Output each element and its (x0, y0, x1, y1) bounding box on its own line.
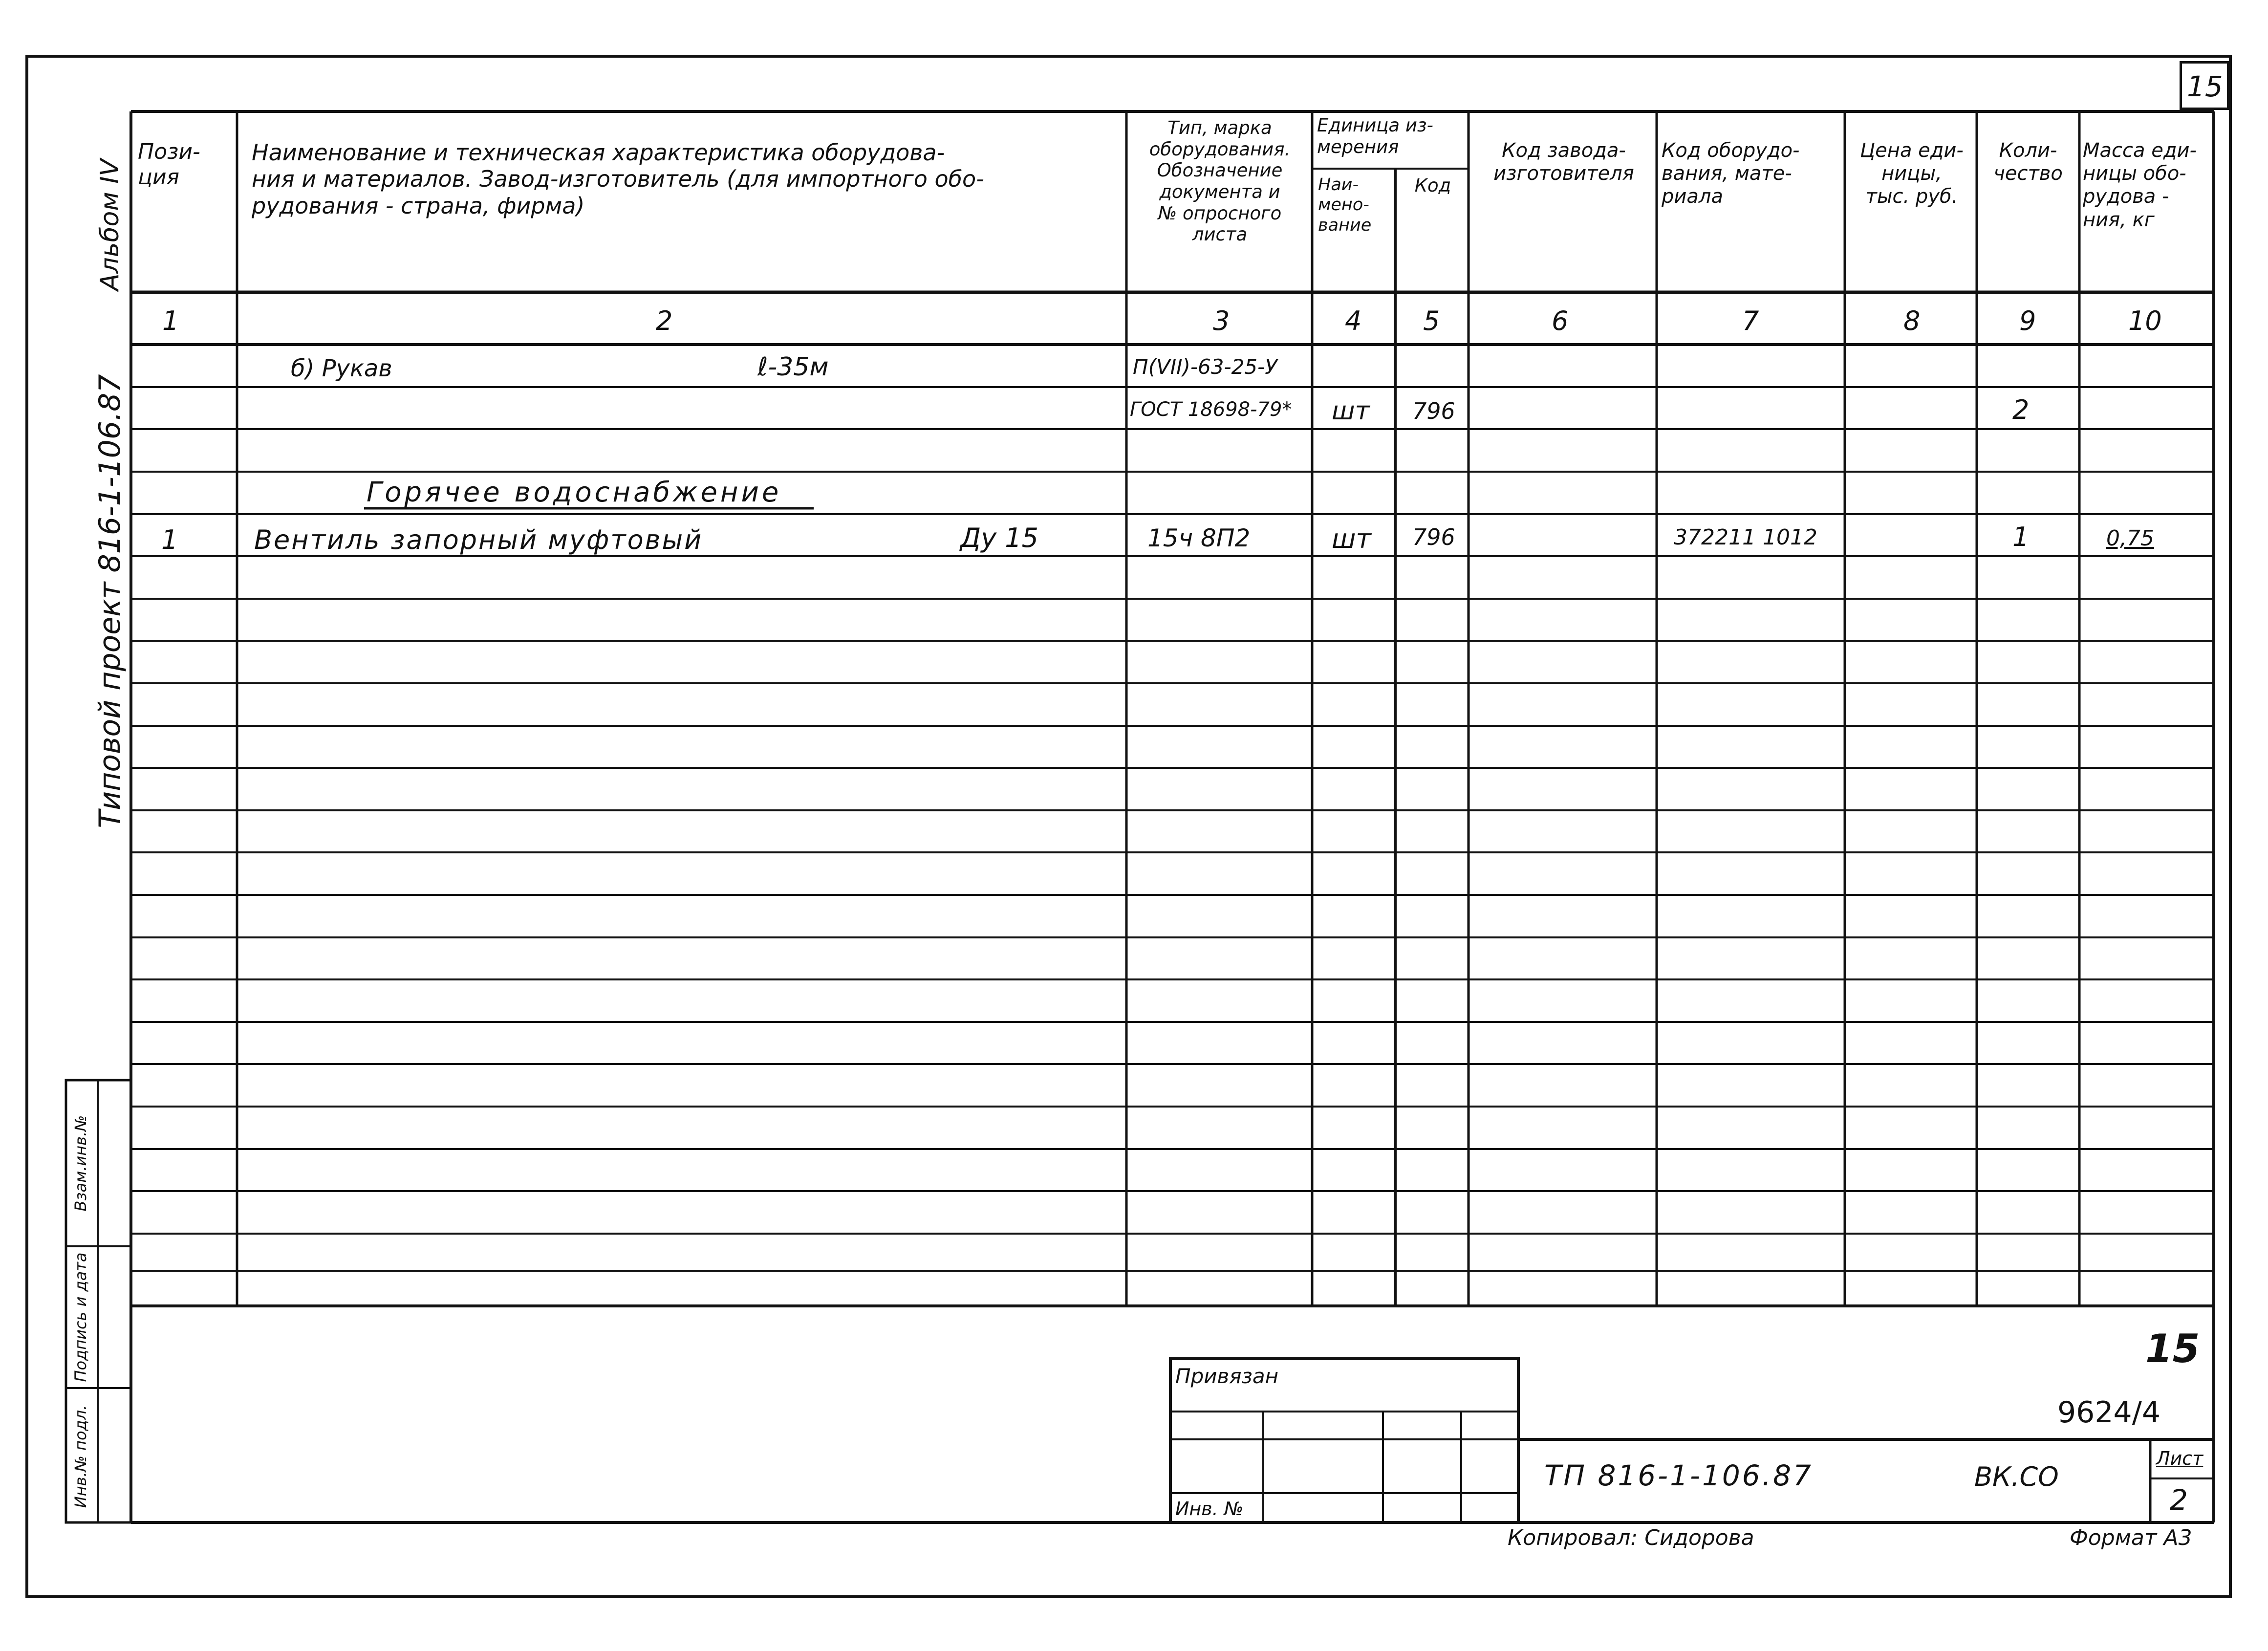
row2-code: 796 (1412, 398, 1455, 424)
row2-unit: шт (1332, 396, 1370, 426)
row1-name: б) Рукав (291, 355, 392, 382)
archive-number: 9624/4 (2057, 1395, 2161, 1430)
col-number-8: 8 (1903, 305, 1921, 336)
row1-type: П(VII)-63-25-У (1133, 355, 1277, 379)
header-factory-code: Код завода- изготовителя (1493, 139, 1634, 185)
format-label: Формат А3 (2070, 1525, 2192, 1550)
header-position: Пози- ция (138, 139, 200, 190)
header-type: Тип, марка оборудования. Обозначение документа и № опросного листа (1149, 117, 1291, 245)
header-unit-group: Единица из- мерения (1317, 115, 1433, 157)
row5-mass: 0,75 (2106, 526, 2154, 551)
copied-by: Копировал: Сидорова (1508, 1525, 1754, 1550)
col-number-5: 5 (1423, 305, 1440, 336)
col-number-3: 3 (1213, 305, 1230, 336)
row5-equipment-code: 372211 1012 (1674, 525, 1817, 550)
side-album-title: Альбом IV (95, 159, 125, 291)
side-project-title: Типовой проект 816-1-106.87 (93, 374, 127, 828)
sheet-label: Лист (2156, 1448, 2203, 1469)
row5-diameter: Ду 15 (960, 522, 1039, 553)
col-number-6: 6 (1552, 305, 1569, 336)
sheet-number-hand: 15 (2145, 1326, 2200, 1371)
side-stamp-inv: Инв.№ подл. (71, 1405, 90, 1508)
row5-type: 15ч 8П2 (1147, 524, 1251, 552)
row5-unit: шт (1332, 523, 1371, 554)
header-unit-code: Код (1414, 175, 1451, 196)
header-quantity: Коли- чество (1993, 139, 2063, 185)
privyazan-label: Привязан (1175, 1364, 1279, 1388)
inv-no-label: Инв. № (1175, 1498, 1244, 1520)
doc-mark: ВК.СО (1974, 1461, 2059, 1492)
col-number-10: 10 (2128, 305, 2162, 336)
side-stamp-signature: Подпись и дата (71, 1252, 90, 1382)
col-number-7: 7 (1742, 305, 1759, 336)
row2-type: ГОСТ 18698-79* (1130, 398, 1292, 421)
col-number-9: 9 (2019, 305, 2036, 336)
header-equipment-code: Код оборудо- вания, мате- риала (1662, 139, 1800, 208)
header-price: Цена еди- ницы, тыс. руб. (1860, 139, 1964, 208)
header-name: Наименование и техническая характеристика оборудова- ния и материалов. Завод-изготовитель (для импортного обо- рудования - страна, фирма) (252, 139, 984, 219)
row5-code: 796 (1412, 524, 1455, 550)
col-number-1: 1 (162, 305, 179, 336)
row2-quantity: 2 (2012, 394, 2030, 425)
col-number-4: 4 (1345, 305, 1362, 336)
row5-quantity: 1 (2012, 521, 2030, 552)
row5-name: Вентиль запорный муфтовый (254, 524, 703, 555)
section-hot-water: Горячее водоснабжение (367, 477, 782, 508)
sheet-value: 2 (2170, 1483, 2188, 1517)
side-stamp-replace: Взам.инв.№ (71, 1115, 90, 1212)
row1-length: ℓ-35м (757, 352, 829, 382)
doc-code: ТП 816-1-106.87 (1544, 1459, 1813, 1492)
page-number: 15 (2187, 70, 2223, 103)
header-unit-name: Наи- мено- вание (1318, 175, 1372, 235)
col-number-2: 2 (656, 305, 673, 336)
row5-position: 1 (161, 524, 178, 555)
header-mass: Масса еди- ницы обо- рудова - ния, кг (2083, 139, 2197, 231)
